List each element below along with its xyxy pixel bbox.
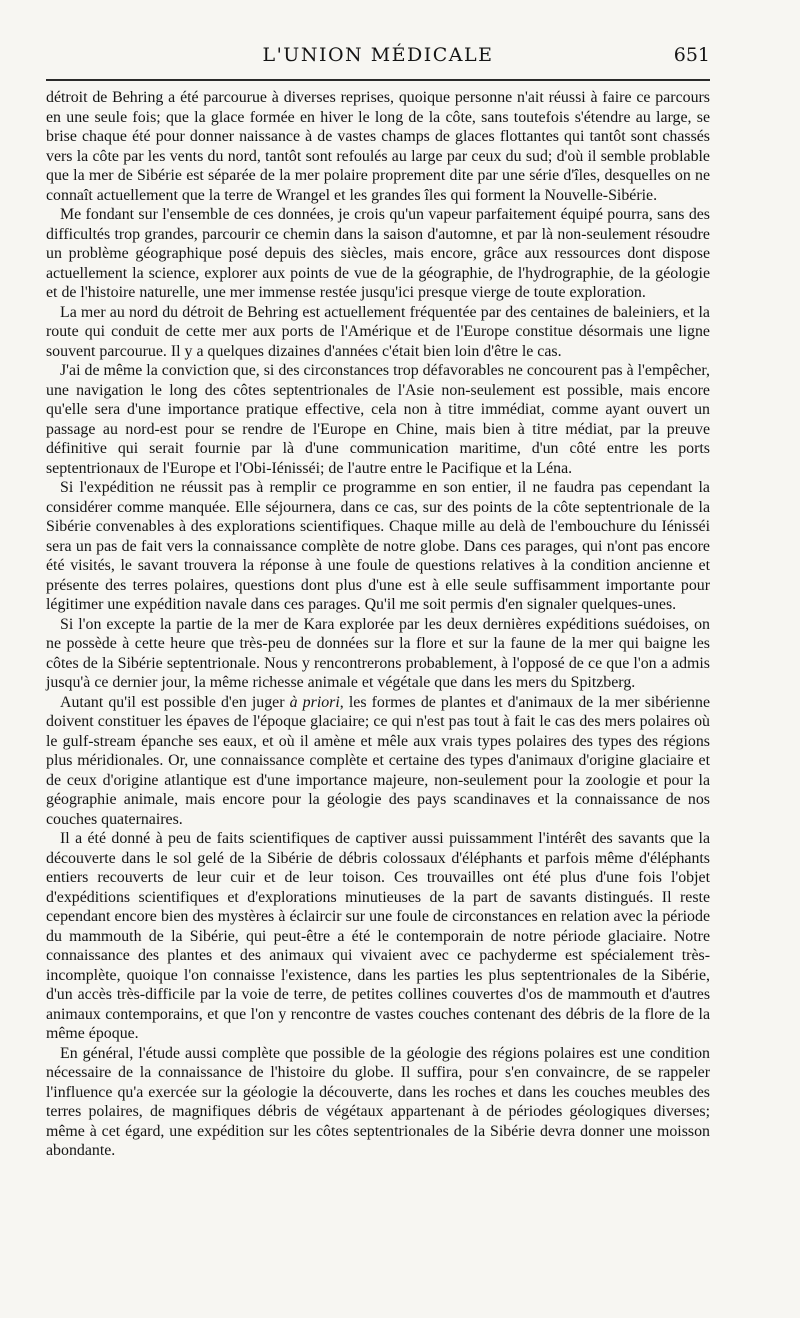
paragraph-9: En général, l'étude aussi complète que possible de la géologie des régions polaires est une condition nécessaire de la connaissance de l'histoire du globe. Il suffira, pour s'en convaincre, de se rappeler l'influence qu'a exercée sur la géologie la découverte, dans les roches et dans les couches meubles des terres polaires, de magnifiques débris de végétaux appartenant à de périodes géologiques diverses; même à cet égard, une expédition sur les côtes septentrionales de la Sibérie devra donner une moisson abondante. — [46, 1044, 710, 1159]
paragraph-7-end: , les formes de plantes et d'animaux de la mer sibérienne doivent constituer les épaves de l'époque glaciaire; ce qui n'est pas tout à fait le cas des mers polaires où le gulf-stream épanche ses eaux, et où il amène et mêle aux vrais types polaires des types des régions plus méridionales. Or, une connaissance complète et certaine des types d'animaux d'origine glaciaire et de ceux d'origine atlantique est d'une importance majeure, non-seulement pour la zoologie et pour la géographie animale, mais encore pour la géologie des pays scandinaves et la connaissance de nos couches quaternaires. — [46, 693, 711, 828]
running-title: L'UNION MÉDICALE — [262, 44, 494, 66]
paragraph-7 — [46, 693, 710, 830]
paragraph-5: Si l'expédition ne réussit pas à remplir ce programme en son entier, il ne faudra pas cependant la considérer comme manquée. Elle séjournera, dans ce cas, sur des points de la côte septentrionale de la Sibérie convenables à des explorations scientifiques. Chaque mille au delà de l'embouchure du Iénisséi sera un pas de fait vers la connaissance complète de notre globe. Dans ces parages, qui n'ont pas encore été visités, le savant trouvera la réponse à une foule de questions relatives à la condition ancienne et présente des terres polaires, questions dont plus d'une est à elle seule suffisamment importante pour légitimer une expédition navale dans ces parages. Qu'il me soit permis d'en signaler quelques-unes. — [46, 479, 710, 613]
paragraph-7-italic: à priori — [289, 693, 340, 711]
paragraph-1: détroit de Behring a été parcourue à diverses reprises, quoique personne n'ait réussi à faire ce parcours en une seule fois; que la glace formée en hiver le long de la côte, sans toutefois s'étendre au large, se brise chaque été pour donner naissance à de vastes champs de glaces flottantes qui tantôt sont chassés vers la côte par les vents du nord, tantôt sont refoulés au large par ceux du sud; d'où il semble problable que la mer de Sibérie est séparée de la mer polaire proprement dite par une série d'îles, desquelles on ne connaît actuellement que la terre de Wrangel et les grandes îles qui forment la Nouvelle-Sibérie. — [46, 89, 710, 204]
page-header — [46, 38, 710, 78]
paragraph-4: J'ai de même la conviction que, si des circonstances trop défavorables ne concourent pas à l'empêcher, une navigation le long des côtes septentrionales de l'Asie non-seulement est possible, mais encore qu'elle sera d'une importance pratique effective, cela non à titre immédiat, comme ayant ouvert un passage au nord-est pour se rendre de l'Europe en Chine, mais bien à titre médiat, par la preuve définitive qui serait fournie par là d'une communication maritime, d'un côté entre les ports septentrionaux de l'Europe et l'Obi-Iénisséi; de l'autre entre le Pacifique et la Léna. — [46, 362, 710, 477]
article-body — [46, 88, 710, 1161]
page-number: 651 — [673, 44, 710, 66]
paragraph-7-start: Autant qu'il est possible d'en juger — [60, 693, 290, 711]
paragraph-6: Si l'on excepte la partie de la mer de Kara explorée par les deux dernières expéditions suédoises, on ne possède à cette heure que très-peu de données sur la flore et sur la faune de la mer qui baigne les côtes de la Sibérie septentrionale. Nous y rencontrerons probablement, à l'opposé de ce que l'on a admis jusqu'à ce dernier jour, la même richesse animale et végétale que dans les mers du Spitzberg. — [46, 615, 710, 691]
paragraph-2: Me fondant sur l'ensemble de ces données, je crois qu'un vapeur parfaitement équipé pourra, sans des difficultés trop grandes, parcourir ce chemin dans la saison d'automne, et par là non-seulement résoudre un problème géographique posé depuis des siècles, mais encore, grâce aux ressources dont dispose actuellement la science, explorer aux points de vue de la géographie, de l'hydrographie, de la géologie et de l'histoire naturelle, une mer immense restée jusqu'ici presque vierge de toute exploration. — [46, 206, 710, 301]
paragraph-8: Il a été donné à peu de faits scientifiques de captiver aussi puissamment l'intérêt des savants que la découverte dans le sol gelé de la Sibérie de débris colossaux d'éléphants et parfois même d'éléphants entiers recouverts de leur cuir et de leur toison. Ces trouvailles ont été plus d'une fois l'objet d'expéditions scientifiques et d'explorations minutieuses de la part de savants distingués. Il reste cependant encore bien des mystères à éclaircir sur une foule de circonstances en relation avec la période du mammouth de la Sibérie, qui peut-être a été le contemporain de notre période glaciaire. Notre connaissance des plantes et des animaux qui vivaient avec ce pachyderme est spécialement très-incomplète, quoique l'on connaisse l'existence, dans les parties les plus septentrionales de la Sibérie, d'un accès très-difficile par la voie de terre, de petites collines couvertes d'os de mammouth et d'autres animaux contemporains, et que l'on y rencontre de vastes couches contenant des débris de la flore de la même époque. — [46, 830, 710, 1042]
paragraph-3: La mer au nord du détroit de Behring est actuellement fréquentée par des centaines de baleiniers, et la route qui conduit de cette mer aux ports de l'Amérique et de l'Europe constitue désormais une ligne souvent parcourue. Il y a quelques dizaines d'années c'était bien loin d'être le cas. — [46, 303, 710, 360]
header-rule — [46, 79, 710, 81]
